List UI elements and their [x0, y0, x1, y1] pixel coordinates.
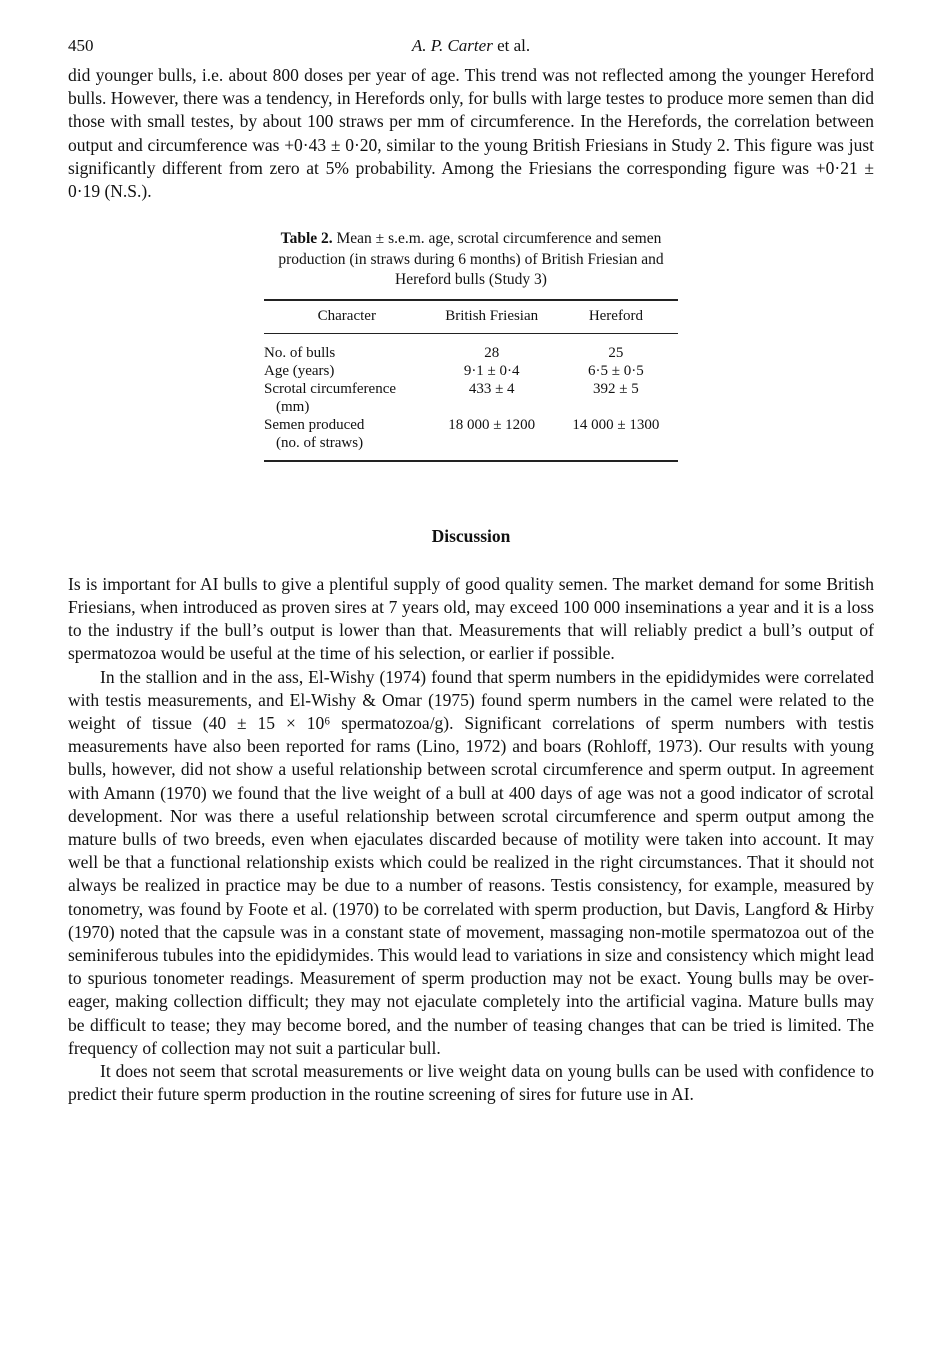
table-row: [264, 380, 678, 416]
table-2: [264, 229, 678, 462]
running-head: [68, 36, 874, 64]
discussion-paragraph-3: It does not seem that scrotal measurements or live weight data on young bulls can be used with confidence to predict their future sperm production in the routine screening of sires for future use in AI.: [68, 1060, 874, 1105]
running-title: [68, 36, 874, 56]
discussion-paragraph-1: Is is important for AI bulls to give a plentiful supply of good quality semen. The market demand for some British Friesians, when introduced as proven sires at 7 years old, may exceed 100 000 inseminations a year and it is a loss to the industry if the bull’s output is lower than that. Measurements that will reliably predict a bull’s output of spermatozoa would be useful at the time of his selection, or earlier if possible.: [68, 573, 874, 664]
table-caption: [264, 229, 678, 291]
row-label: [264, 416, 430, 461]
table-caption-text: Mean ± s.e.m. age, scrotal circumference and semen production (in straws during 6 months) of British Friesian and Hereford bulls (Study 3): [278, 230, 664, 289]
table-header-row: [264, 300, 678, 334]
row-label-unit: (mm): [276, 398, 310, 415]
running-title-authors: A. P. Carter: [411, 36, 493, 55]
column-header-character: Character: [264, 300, 430, 334]
cell-british-friesian: 433 ± 4: [468, 380, 515, 397]
row-label-text: No. of bulls: [264, 344, 336, 361]
column-header-british-friesian: British Friesian: [430, 300, 554, 334]
page-number: 450: [68, 36, 94, 55]
cell-hereford: 25: [608, 344, 624, 361]
table-row: [264, 362, 678, 380]
page: [68, 36, 874, 1106]
table-label: Table 2.: [280, 230, 333, 248]
cell-hereford: 14 000 ± 1300: [554, 416, 678, 461]
row-label-unit: (no. of straws): [276, 434, 364, 451]
intro-paragraph: did younger bulls, i.e. about 800 doses per year of age. This trend was not reflected among the younger Hereford bulls. However, there was a tendency, in Herefords only, for bulls with large testes to produce more semen than did those with small testes, by about 100 straws per mm of circumference. In the Herefords, the correlation between output and circumference was +0·43 ± 0·20, similar to the young British Friesians in Study 2. This figure was just significantly different from zero at 5% probability. Among the Friesians the corresponding figure was +0·21 ± 0·19 (N.S.).: [68, 65, 874, 202]
cell-hereford: 6·5 ± 0·5: [588, 362, 644, 379]
cell-british-friesian: 28: [484, 344, 500, 361]
cell-british-friesian: 9·1 ± 0·4: [463, 362, 520, 379]
data-table: [264, 299, 678, 462]
running-title-etal: et al.: [492, 36, 531, 55]
row-label: [264, 362, 430, 380]
table-row: [264, 416, 678, 461]
column-header-hereford: Hereford: [554, 300, 678, 334]
cell-hereford: 392 ± 5: [593, 380, 639, 397]
row-label: [264, 333, 430, 362]
row-label: [264, 380, 430, 416]
cell-british-friesian: 18 000 ± 1200: [430, 416, 554, 461]
section-heading-discussion: Discussion: [431, 525, 511, 546]
row-label-text: Scrotal circumference: [264, 380, 397, 397]
row-label-text: Semen produced: [264, 416, 365, 433]
table-row: [264, 333, 678, 362]
discussion-paragraph-2: In the stallion and in the ass, El-Wishy (1974) found that sperm numbers in the epididymides were correlated with testis measurements, and El-Wishy & Omar (1975) found sperm numbers in the camel were related to the weight of tissue (40 ± 15 × 10⁶ spermatozoa/g). Significant correlations of sperm numbers with testis measurements have also been reported for rams (Lino, 1972) and boars (Rohloff, 1973). Our results with young bulls, however, did not show a useful relationship between scrotal circumference and sperm output. In agreement with Amann (1970) we found that the live weight of a bull at 400 days of age was not a good indicator of scrotal development. Nor was there a useful relationship between scrotal circumference and sperm output among the mature bulls of two breeds, even when ejaculates discarded because of motility were taken into account. It may well be that a functional relationship exists which could be realized in the right circumstances. That it should not always be realized in practice may be due to a number of reasons. Testis consistency, for example, measured by tonometry, was found by Foote et al. (1970) to be correlated with sperm production, but Davis, Langford & Hirby (1970) noted that the capsule was in a constant state of movement, massaging non-motile spermatozoa out of the seminiferous tubules into the epididymides. This would lead to variations in size and consistency which might lead to spurious tonometer readings. Measurement of sperm production may not be exact. Young bulls may be over-eager, making collection difficult; they may not ejaculate completely into the artificial vagina. Mature bulls may be difficult to tease; they may become bored, and the number of teasing changes that can be tried is limited. The frequency of collection may not suit a particular bull.: [68, 666, 874, 1058]
row-label-text: Age (years): [264, 362, 335, 379]
